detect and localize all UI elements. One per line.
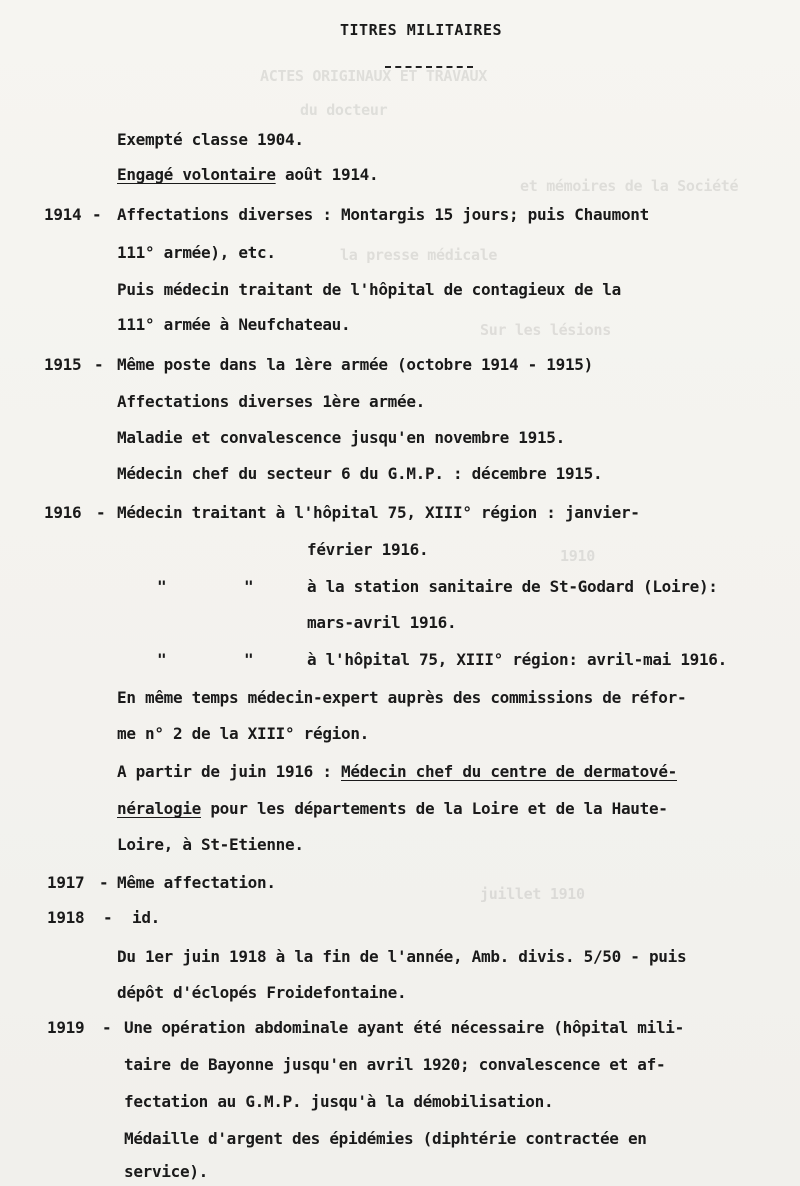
underlined-phrase: Médecin chef du centre de dermatové- — [341, 762, 677, 781]
bleed-through-text: juillet 1910 — [480, 885, 585, 903]
bleed-through-text: et mémoires de la Société — [520, 177, 739, 195]
ditto-mark: " — [157, 577, 167, 596]
ditto-mark: " — [157, 650, 167, 669]
text-fragment: pour les départements de la Loire et de la Haute- — [201, 799, 668, 818]
bleed-through-text: du docteur — [300, 101, 388, 119]
text-line: Médecin chef du secteur 6 du G.M.P. : décembre 1915. — [117, 464, 603, 483]
text-line: Puis médecin traitant de l'hôpital de contagieux de la — [117, 280, 621, 299]
year-dash: - — [102, 1018, 112, 1037]
text-line — [117, 165, 378, 185]
bleed-through-text: Sur les lésions — [480, 321, 611, 339]
year-dash: - — [99, 873, 109, 892]
text-line: Affectations diverses 1ère armée. — [117, 392, 425, 411]
text-line: Même poste dans la 1ère armée (octobre 1914 - 1915) — [117, 355, 593, 374]
year-dash: - — [94, 355, 104, 374]
bleed-through-text: 1910 — [560, 547, 595, 565]
year-label: 1915 — [44, 355, 82, 374]
ditto-mark: " — [244, 577, 254, 596]
text-line: février 1916. — [307, 540, 429, 559]
text-line: taire de Bayonne jusqu'en avril 1920; convalescence et af- — [124, 1055, 666, 1074]
text-line: à la station sanitaire de St-Godard (Loire): — [307, 577, 718, 596]
year-label: 1914 — [44, 205, 82, 224]
text-line: Maladie et convalescence jusqu'en novembre 1915. — [117, 428, 565, 447]
year-label: 1918 — [47, 908, 85, 927]
text-line — [117, 762, 677, 782]
text-line: Du 1er juin 1918 à la fin de l'année, Amb. divis. 5/50 - puis — [117, 947, 687, 966]
text-fragment: A partir de juin 1916 : — [117, 762, 341, 781]
year-dash: - — [92, 205, 102, 224]
year-label: 1916 — [44, 503, 82, 522]
ditto-mark: " — [244, 650, 254, 669]
text-line: 111° armée à Neufchateau. — [117, 315, 351, 334]
year-dash: - — [103, 908, 113, 927]
year-label: 1919 — [47, 1018, 85, 1037]
text-line: Exempté classe 1904. — [117, 130, 304, 149]
text-line: Une opération abdominale ayant été nécessaire (hôpital mili- — [124, 1018, 684, 1037]
text-line: Médecin traitant à l'hôpital 75, XIII° région : janvier- — [117, 503, 640, 522]
underlined-phrase: Engagé volontaire — [117, 165, 276, 184]
text-line: à l'hôpital 75, XIII° région: avril-mai 1916. — [307, 650, 727, 669]
year-label: 1917 — [47, 873, 85, 892]
text-line: 111° armée), etc. — [117, 243, 276, 262]
text-line: me n° 2 de la XIII° région. — [117, 724, 369, 743]
text-line: dépôt d'éclopés Froidefontaine. — [117, 983, 407, 1002]
text-line: En même temps médecin-expert auprès des commissions de réfor- — [117, 688, 687, 707]
text-line: Affectations diverses : Montargis 15 jours; puis Chaumont — [117, 205, 649, 224]
bleed-through-text: ACTES ORIGINAUX ET TRAVAUX — [260, 67, 488, 85]
year-dash: - — [96, 503, 106, 522]
text-line: mars-avril 1916. — [307, 613, 457, 632]
text-line: service). — [124, 1162, 208, 1181]
text-line: fectation au G.M.P. jusqu'à la démobilisation. — [124, 1092, 554, 1111]
text-line: id. — [132, 908, 160, 927]
bleed-through-text: la presse médicale — [340, 246, 498, 264]
text-line: Même affectation. — [117, 873, 276, 892]
page-title: TITRES MILITAIRES — [340, 21, 503, 39]
text-line: Médaille d'argent des épidémies (diphtérie contractée en — [124, 1129, 647, 1148]
underlined-phrase: néralogie — [117, 799, 201, 818]
text-line — [117, 799, 668, 819]
text-fragment: août 1914. — [275, 165, 379, 184]
text-line: Loire, à St-Etienne. — [117, 835, 304, 854]
